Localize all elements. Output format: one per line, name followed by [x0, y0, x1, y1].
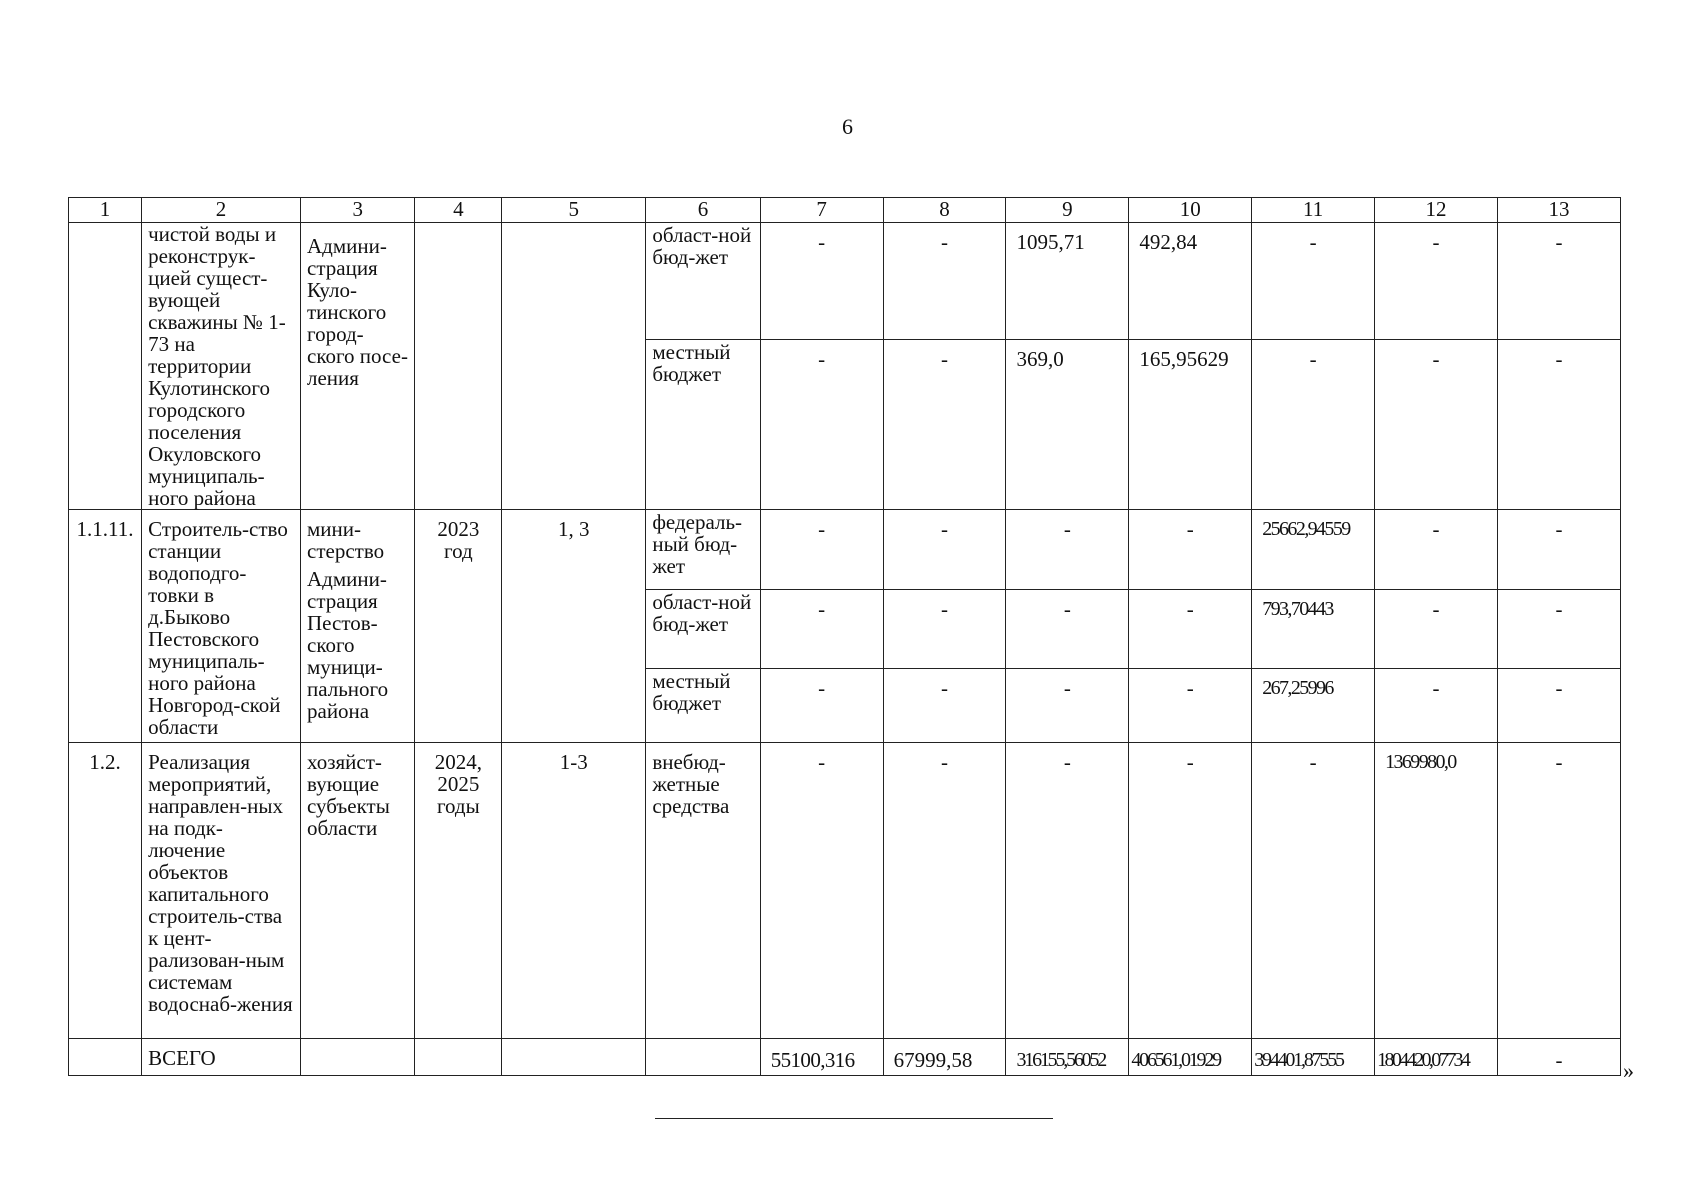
value-cell: - [760, 510, 883, 590]
value-cell: - [883, 590, 1006, 669]
item-number-cell: 1.2. [69, 743, 142, 1039]
total-row [69, 1039, 1621, 1076]
header-cell: 5 [502, 198, 646, 223]
header-cell: 6 [646, 198, 760, 223]
value-cell: - [1129, 510, 1252, 590]
value-cell: - [1375, 590, 1498, 669]
total-value: 55100,316 [760, 1039, 883, 1076]
table-row [69, 510, 1621, 590]
total-empty-cell [646, 1039, 760, 1076]
header-cell: 11 [1252, 198, 1375, 223]
header-cell: 3 [301, 198, 415, 223]
value-cell: - [883, 340, 1006, 510]
value-cell: - [1252, 223, 1375, 340]
total-value: 394401,87555 [1252, 1039, 1375, 1076]
value-cell: - [1129, 590, 1252, 669]
value-cell: - [760, 743, 883, 1039]
value-cell: - [760, 223, 883, 340]
header-cell: 13 [1497, 198, 1620, 223]
value-cell: - [760, 669, 883, 743]
total-value: - [1497, 1039, 1620, 1076]
value-cell: - [1129, 743, 1252, 1039]
header-cell: 12 [1375, 198, 1498, 223]
value-cell: 1369980,0 [1375, 743, 1498, 1039]
funding-source-cell: федераль-ный бюд-жет [646, 510, 760, 590]
activity-name-cell: Строитель-ство станции водоподго-товки в д.Быково Пестовского муниципаль-ного района Новгород-ской области [142, 510, 301, 743]
value-cell: - [1129, 669, 1252, 743]
value-cell: - [1375, 510, 1498, 590]
item-number-cell: 1.1.11. [69, 510, 142, 743]
goal-cell [502, 223, 646, 510]
year-cell: 2023 год [415, 510, 502, 743]
activity-name-cell: Реализация мероприятий, направлен-ных на подк-лючение объектов капитального строитель-ства к цент-рализован-ным системам водоснаб-жения [142, 743, 301, 1039]
executor-cell: хозяйст-вующие субъекты области [301, 743, 415, 1039]
total-empty-cell [301, 1039, 415, 1076]
total-label: ВСЕГО [142, 1039, 301, 1076]
total-value: 67999,58 [883, 1039, 1006, 1076]
value-cell: 492,84 [1129, 223, 1252, 340]
value-cell: - [760, 340, 883, 510]
year-cell [415, 223, 502, 510]
value-cell: - [1006, 590, 1129, 669]
value-cell: - [1006, 669, 1129, 743]
value-cell: 793,70443 [1252, 590, 1375, 669]
funding-source-cell: местный бюджет [646, 340, 760, 510]
header-cell: 8 [883, 198, 1006, 223]
value-cell: 369,0 [1006, 340, 1129, 510]
header-cell: 1 [69, 198, 142, 223]
value-cell: - [883, 743, 1006, 1039]
value-cell: - [1375, 223, 1498, 340]
value-cell: - [883, 669, 1006, 743]
value-cell: - [1497, 340, 1620, 510]
value-cell: - [760, 590, 883, 669]
page-number: 6 [842, 114, 853, 139]
value-cell: - [1252, 743, 1375, 1039]
goal-cell: 1, 3 [502, 510, 646, 743]
value-cell: 1095,71 [1006, 223, 1129, 340]
total-empty-cell [415, 1039, 502, 1076]
value-cell: 165,95629 [1129, 340, 1252, 510]
executor-cell [301, 510, 415, 743]
value-cell: - [1375, 669, 1498, 743]
funding-source-cell: местный бюджет [646, 669, 760, 743]
header-cell: 9 [1006, 198, 1129, 223]
value-cell: - [1497, 743, 1620, 1039]
value-cell: - [1252, 340, 1375, 510]
value-cell: - [1497, 510, 1620, 590]
funding-source-cell: внебюд-жетные средства [646, 743, 760, 1039]
value-cell: - [1375, 340, 1498, 510]
value-cell: 267,25996 [1252, 669, 1375, 743]
value-cell: - [1497, 669, 1620, 743]
header-row [69, 198, 1621, 223]
funding-source-cell: област-ной бюд-жет [646, 590, 760, 669]
financing-table [68, 197, 1621, 1076]
total-empty-cell [502, 1039, 646, 1076]
year-cell: 2024, 2025 годы [415, 743, 502, 1039]
executor-line: Админи-страция Пестов-ского муници-пального района [307, 567, 389, 723]
closing-quote: » [1623, 1058, 1634, 1083]
header-cell: 2 [142, 198, 301, 223]
header-cell: 4 [415, 198, 502, 223]
goal-cell: 1-3 [502, 743, 646, 1039]
funding-source-cell: област-ной бюд-жет [646, 223, 760, 340]
header-cell: 7 [760, 198, 883, 223]
end-rule [655, 1118, 1053, 1119]
value-cell: - [1497, 590, 1620, 669]
value-cell: 25662,94559 [1252, 510, 1375, 590]
value-cell: - [883, 223, 1006, 340]
value-cell: - [1006, 743, 1129, 1039]
value-cell: - [1497, 223, 1620, 340]
activity-name-cell: чистой воды и реконструк-цией сущест-вующей скважины № 1-73 на территории Кулотинского городского поселения Окуловского муниципаль-ного района [142, 223, 301, 510]
executor-cell: Админи-страция Куло-тинского город-ского посе-ления [301, 223, 415, 510]
table-row [69, 223, 1621, 340]
value-cell: - [883, 510, 1006, 590]
total-value: 406561,01929 [1129, 1039, 1252, 1076]
item-number-cell [69, 223, 142, 510]
executor-line: мини-стерство [307, 517, 385, 563]
table-row [69, 743, 1621, 1039]
total-value: 316155,56052 [1006, 1039, 1129, 1076]
total-empty-cell [69, 1039, 142, 1076]
total-value: 1804420,07734 [1375, 1039, 1498, 1076]
value-cell: - [1006, 510, 1129, 590]
header-cell: 10 [1129, 198, 1252, 223]
